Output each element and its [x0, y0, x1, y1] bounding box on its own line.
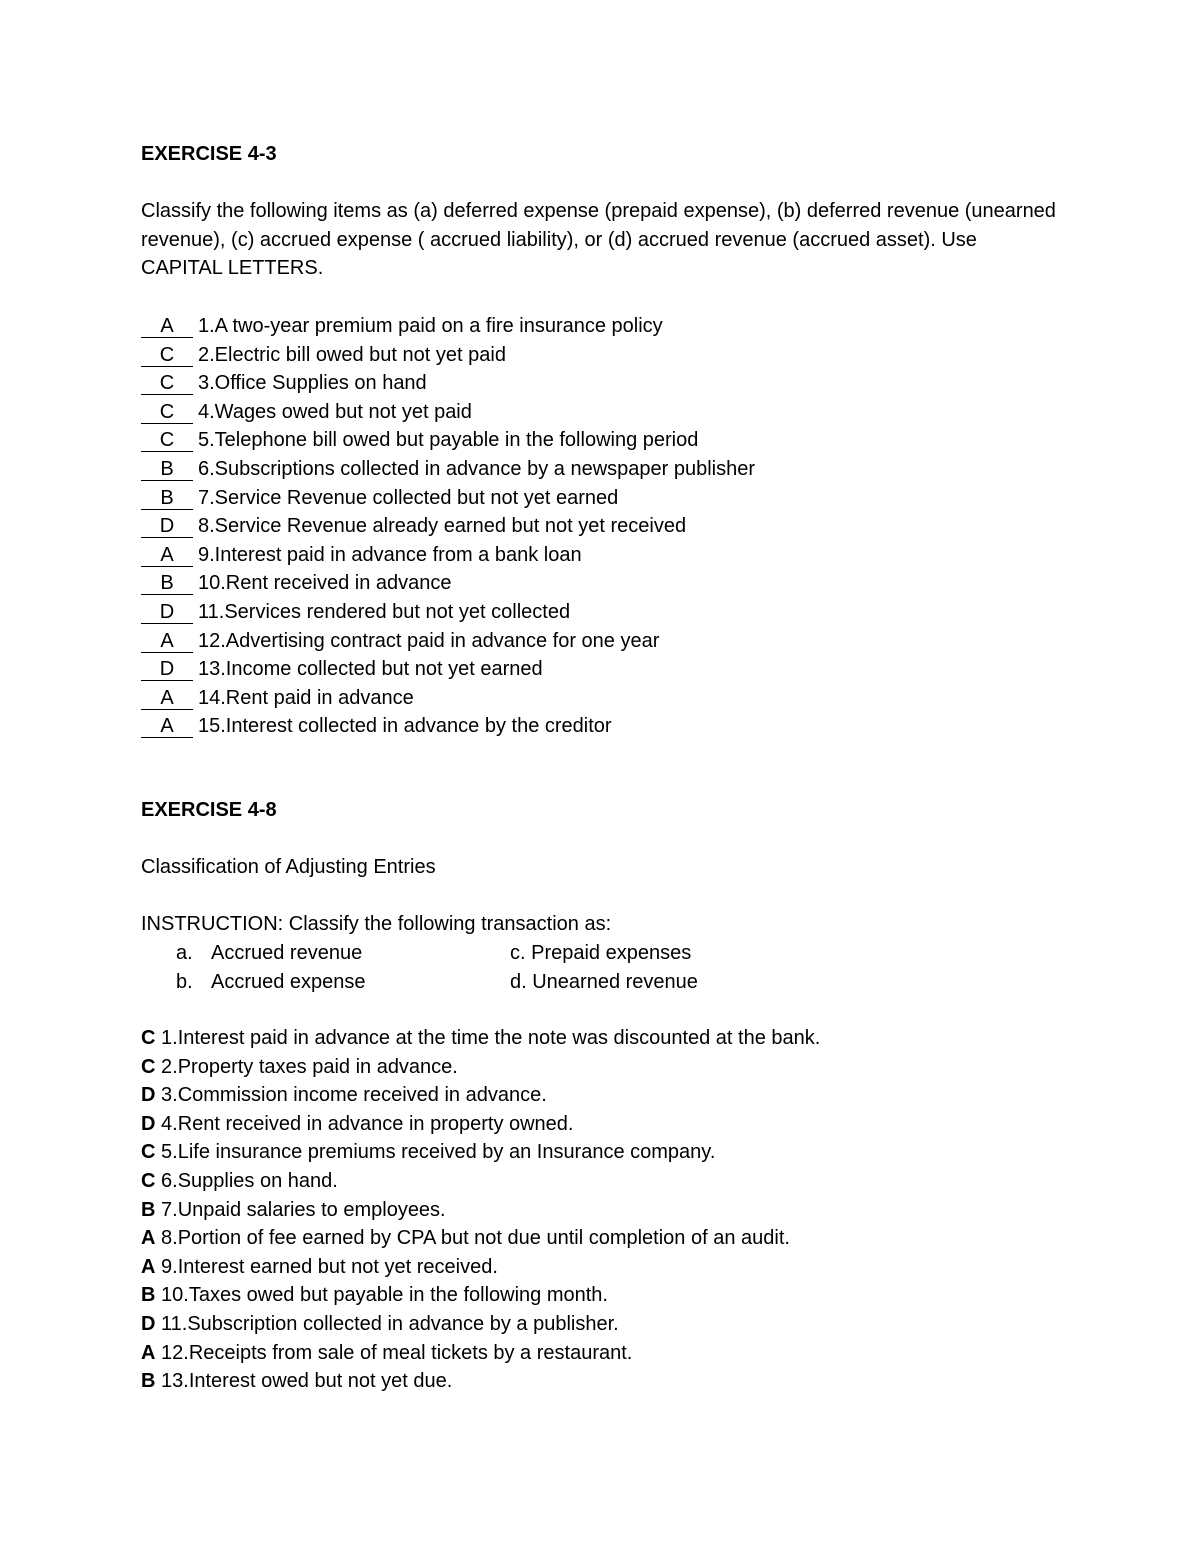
- option-a-label: a.: [176, 942, 193, 964]
- list-item: [141, 512, 1061, 541]
- answer-blank: B: [141, 459, 193, 481]
- exercise-4-8-subtitle: Classification of Adjusting Entries: [141, 856, 436, 878]
- item-text: 13.Income collected but not yet earned: [198, 658, 543, 681]
- item-text: 6.Subscriptions collected in advance by a newspaper publisher: [198, 457, 756, 480]
- item-text: 4.Rent received in advance in property owned.: [161, 1112, 574, 1135]
- list-item: [141, 541, 1061, 570]
- exercise-4-8-list: [141, 1024, 1061, 1396]
- item-text: 13.Interest owed but not yet due.: [161, 1370, 453, 1393]
- item-text: 9.Interest earned but not yet received.: [161, 1255, 498, 1278]
- item-text: 10.Taxes owed but payable in the following month.: [161, 1284, 608, 1307]
- list-item: [141, 341, 1061, 370]
- answer-letter: B: [141, 1198, 156, 1221]
- list-item: [141, 655, 1061, 684]
- answer-letter: A: [141, 1255, 156, 1278]
- answer-blank: C: [141, 345, 193, 367]
- answer-blank: B: [141, 488, 193, 510]
- option-d-text: d. Unearned revenue: [510, 970, 698, 993]
- item-text: 15.Interest collected in advance by the creditor: [198, 715, 612, 738]
- list-item: [141, 1167, 1061, 1196]
- list-item: [141, 426, 1061, 455]
- answer-blank: D: [141, 659, 193, 681]
- options-row-1: [141, 939, 1061, 968]
- list-item: [141, 1224, 1061, 1253]
- answer-blank: D: [141, 602, 193, 624]
- list-item: [141, 569, 1061, 598]
- item-text: 3.Office Supplies on hand: [198, 372, 427, 395]
- answer-blank: D: [141, 516, 193, 538]
- answer-blank: C: [141, 373, 193, 395]
- exercise-4-3-instructions: Classify the following items as (a) deferred expense (prepaid expense), (b) deferred revenue (unearned revenue), (c) accrued expense ( accrued liability), or (d) accrued revenue (accrued asset). Use CAPITAL LETTERS.: [141, 200, 1056, 280]
- list-item: [141, 484, 1061, 513]
- answer-letter: A: [141, 1341, 156, 1364]
- item-text: 8.Portion of fee earned by CPA but not due until completion of an audit.: [161, 1227, 790, 1250]
- exercise-4-8-title: EXERCISE 4-8: [141, 799, 277, 821]
- option-c-text: c. Prepaid expenses: [510, 942, 692, 964]
- answer-blank: C: [141, 430, 193, 452]
- item-text: 3.Commission income received in advance.: [161, 1084, 547, 1107]
- answer-blank: C: [141, 402, 193, 424]
- answer-letter: C: [141, 1027, 156, 1049]
- item-text: 1.A two-year premium paid on a fire insurance policy: [198, 315, 663, 337]
- list-item: [141, 1138, 1061, 1167]
- option-b-text: Accrued expense: [211, 970, 366, 993]
- list-item: [141, 312, 1061, 341]
- list-item: [141, 1053, 1061, 1082]
- answer-blank: A: [141, 716, 193, 738]
- list-item: [141, 1281, 1061, 1310]
- classification-options: [141, 939, 1061, 996]
- item-text: 7.Service Revenue collected but not yet earned: [198, 486, 619, 509]
- item-text: 7.Unpaid salaries to employees.: [161, 1198, 446, 1221]
- list-item: [141, 627, 1061, 656]
- list-item: [141, 598, 1061, 627]
- item-text: 12.Advertising contract paid in advance for one year: [198, 629, 660, 652]
- item-text: 2.Electric bill owed but not yet paid: [198, 343, 506, 366]
- answer-letter: C: [141, 1141, 156, 1164]
- list-item: [141, 1310, 1061, 1339]
- list-item: [141, 1253, 1061, 1282]
- answer-blank: A: [141, 688, 193, 710]
- answer-blank: B: [141, 573, 193, 595]
- list-item: [141, 1339, 1061, 1368]
- exercise-4-3-title: EXERCISE 4-3: [141, 143, 277, 165]
- list-item: [141, 712, 1061, 741]
- answer-blank: A: [141, 316, 193, 338]
- list-item: [141, 1024, 1061, 1053]
- item-text: 11.Services rendered but not yet collected: [198, 600, 571, 623]
- item-text: 12.Receipts from sale of meal tickets by a restaurant.: [161, 1341, 633, 1364]
- list-item: [141, 1081, 1061, 1110]
- item-text: 4.Wages owed but not yet paid: [198, 400, 472, 423]
- option-a-text: Accrued revenue: [211, 942, 363, 964]
- list-item: [141, 369, 1061, 398]
- options-row-2: [141, 968, 1061, 997]
- list-item: [141, 455, 1061, 484]
- exercise-4-3-list: [141, 312, 1061, 741]
- item-text: 1.Interest paid in advance at the time the note was discounted at the bank.: [161, 1027, 821, 1049]
- list-item: [141, 1110, 1061, 1139]
- answer-letter: D: [141, 1112, 156, 1135]
- answer-letter: C: [141, 1169, 156, 1192]
- item-text: 9.Interest paid in advance from a bank loan: [198, 543, 582, 566]
- answer-blank: A: [141, 631, 193, 653]
- exercise-4-8-instruction: INSTRUCTION: Classify the following transaction as:: [141, 913, 612, 935]
- list-item: [141, 1367, 1061, 1396]
- list-item: [141, 1196, 1061, 1225]
- item-text: 14.Rent paid in advance: [198, 686, 414, 709]
- option-b-label: b.: [176, 970, 193, 993]
- answer-letter: C: [141, 1055, 156, 1078]
- list-item: [141, 398, 1061, 427]
- answer-letter: B: [141, 1284, 156, 1307]
- item-text: 5.Life insurance premiums received by an Insurance company.: [161, 1141, 716, 1164]
- answer-letter: B: [141, 1370, 156, 1393]
- answer-letter: D: [141, 1084, 156, 1107]
- answer-letter: A: [141, 1227, 156, 1250]
- item-text: 5.Telephone bill owed but payable in the following period: [198, 429, 699, 452]
- item-text: 6.Supplies on hand.: [161, 1169, 338, 1192]
- answer-blank: A: [141, 545, 193, 567]
- item-text: 2.Property taxes paid in advance.: [161, 1055, 458, 1078]
- item-text: 10.Rent received in advance: [198, 572, 452, 595]
- list-item: [141, 684, 1061, 713]
- item-text: 8.Service Revenue already earned but not yet received: [198, 515, 687, 538]
- item-text: 11.Subscription collected in advance by a publisher.: [161, 1312, 619, 1335]
- answer-letter: D: [141, 1312, 156, 1335]
